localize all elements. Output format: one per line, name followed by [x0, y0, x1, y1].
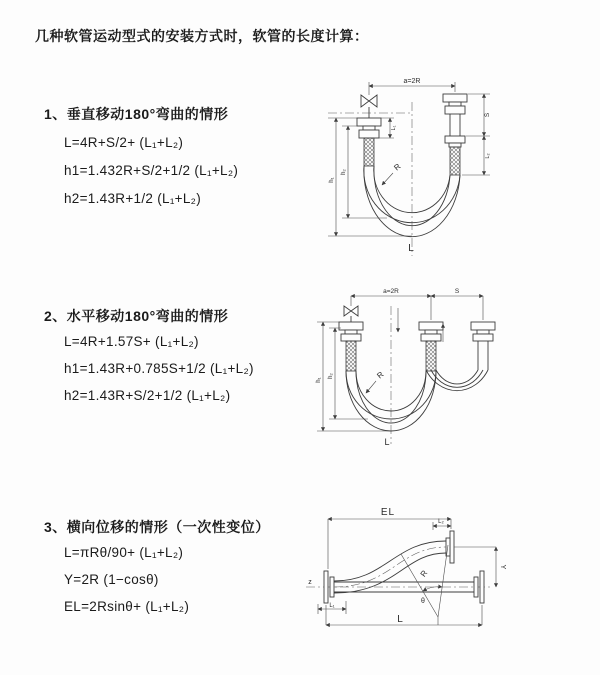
- length-label: L: [384, 437, 390, 447]
- dim-label-a2r: a=2R: [403, 78, 421, 85]
- formula-line: Y=2R (1−cosθ): [64, 572, 159, 587]
- formula-line: h1=1.432R+S/2+1/2 (L₁+L₂): [64, 163, 239, 178]
- diagram-horizontal-movement-180-bend: [303, 282, 595, 460]
- valve-icon: [344, 306, 358, 322]
- left-fitting: [357, 118, 381, 166]
- hose-displaced-position: [334, 541, 446, 593]
- section-2-heading: 2、水平移动180°弯曲的情形: [44, 308, 229, 324]
- formula-line: L=πRθ/90+ (L₁+L₂): [64, 545, 184, 560]
- radius-label: R: [392, 161, 403, 173]
- right-fitting: [471, 322, 495, 370]
- dim-label-l2: L₂: [485, 153, 491, 159]
- formula-line: h2=1.43R+S/2+1/2 (L₁+L₂): [64, 388, 231, 403]
- radius-label: R: [418, 568, 430, 579]
- formula-line: h1=1.43R+0.785S+1/2 (L₁+L₂): [64, 361, 254, 376]
- dim-label-s: S: [454, 288, 460, 295]
- page-title: 几种软管运动型式的安装方式时，软管的长度计算：: [35, 28, 369, 44]
- dim-label-s: S: [484, 112, 491, 118]
- dim-label-h1: h₁: [329, 177, 335, 183]
- diagram-lateral-displacement: [298, 497, 598, 655]
- middle-fitting: [419, 322, 443, 371]
- formula-line: EL=2Rsinθ+ (L₁+L₂): [64, 599, 190, 614]
- dim-label-a2r: a=2R: [383, 288, 399, 295]
- valve-icon: [361, 95, 377, 118]
- dim-label-l2: L₂: [438, 519, 444, 525]
- radius-label: R: [375, 369, 386, 381]
- formula-line: L=4R+S/2+ (L₁+L₂): [64, 135, 184, 150]
- dim-label-h2: h₂: [341, 169, 347, 175]
- dim-label-el: EL: [380, 507, 396, 518]
- length-label: L: [408, 243, 414, 254]
- dim-label-l1: L₁: [391, 125, 397, 131]
- section-1-heading: 1、垂直移动180°弯曲的情形: [44, 106, 229, 122]
- dim-label-h1: h₁: [316, 377, 322, 383]
- axis-label-z: z: [308, 579, 312, 586]
- dim-label-y: Y: [499, 564, 506, 570]
- right-fitting: [443, 94, 467, 175]
- dim-label-l1: L₁: [329, 603, 335, 609]
- left-fitting: [339, 322, 363, 371]
- diagram-vertical-movement-180-bend: [312, 70, 580, 266]
- formula-line: h2=1.43R+1/2 (L₁+L₂): [64, 191, 202, 206]
- dim-label-h2: h₂: [328, 373, 334, 379]
- upper-flange: [446, 531, 454, 563]
- section-3-heading: 3、横向位移的情形（一次性变位）: [44, 519, 270, 535]
- formula-line: L=4R+1.57S+ (L₁+L₂): [64, 334, 199, 349]
- dim-label-l: L: [397, 614, 403, 625]
- angle-label-theta: θ: [421, 598, 425, 605]
